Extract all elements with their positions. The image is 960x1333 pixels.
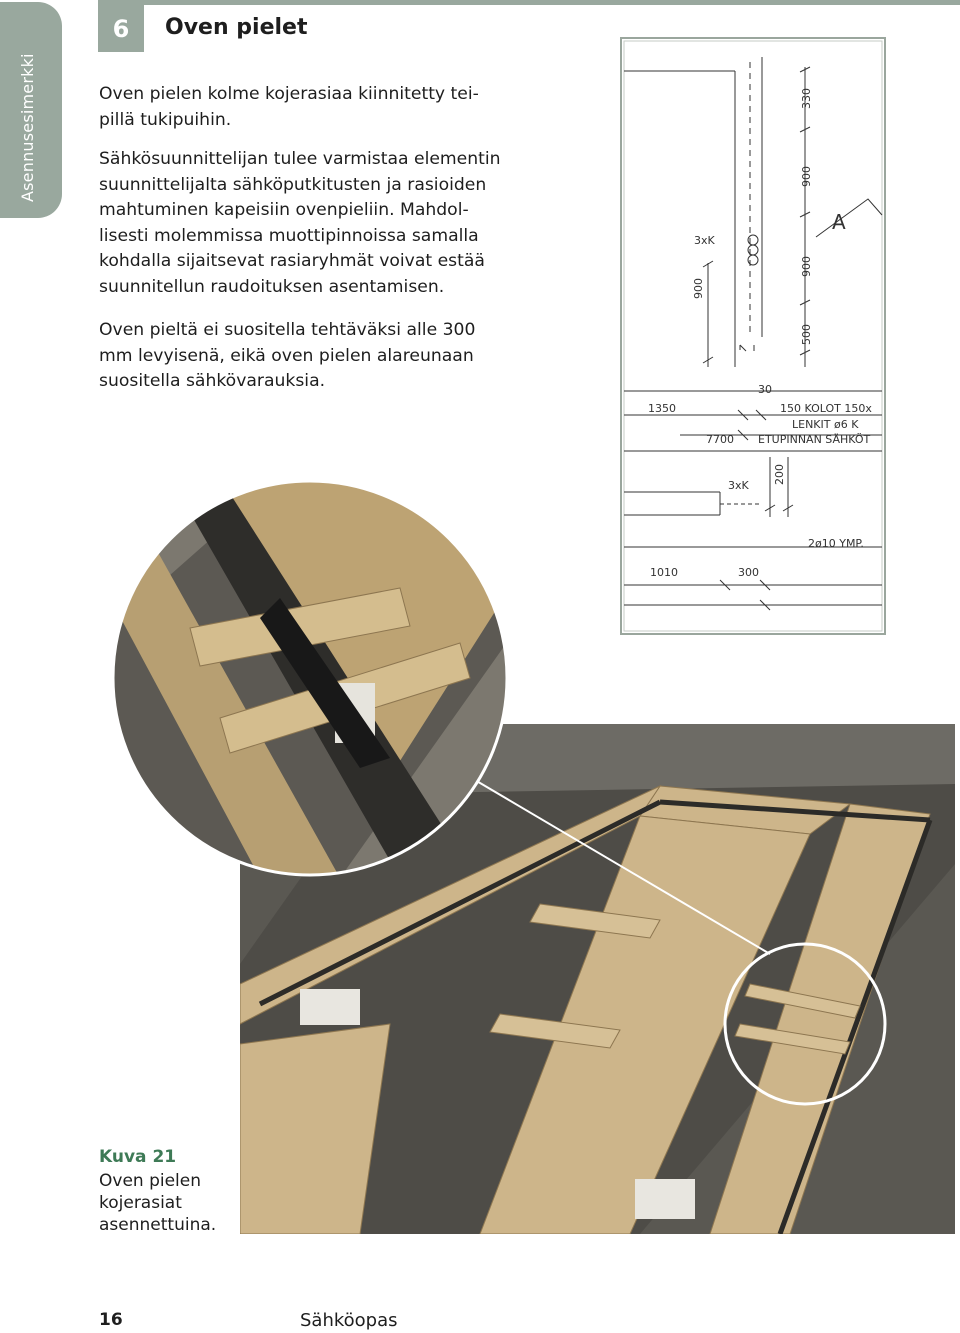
section-mark: A xyxy=(832,210,846,234)
publication-title: Sähköopas xyxy=(300,1310,398,1331)
side-section-tab xyxy=(0,2,62,218)
detail-photo xyxy=(110,478,510,878)
dim-300: 300 xyxy=(738,566,759,579)
chapter-number: 6 xyxy=(98,5,144,52)
count-3xk-upper: 3xK xyxy=(694,234,715,247)
figure-caption-text: Oven pielen kojerasiat asennettuina. xyxy=(99,1171,217,1235)
paragraph-3: Oven pieltä ei suositella tehtäväksi alle 300 mm levyisenä, eikä oven pielen alareunaan suositella sähkövarauksia. xyxy=(99,320,476,391)
count-3xk-lower: 3xK xyxy=(728,479,749,492)
paragraph-2: Sähkösuunnittelijan tulee varmistaa elementin suunnittelijalta sähköputkitusten ja rasioiden mahtuminen kapeisiin ovenpieliin. Mahdol- lisesti molemmissa muottipinnoissa samalla kohdalla sijaitsevat rasiaryhmät voivat estää suunnitellun raudoituksen asentamisen. xyxy=(99,149,501,297)
side-tab-label: Asennusesimerkki xyxy=(18,53,37,202)
technical-drawing xyxy=(620,37,886,635)
dim-200: 200 xyxy=(773,464,786,485)
dim-30: 30 xyxy=(758,383,772,396)
dim-7700: 7700 xyxy=(706,433,734,446)
header-rule xyxy=(98,0,960,5)
dim-1010: 1010 xyxy=(650,566,678,579)
dim-900-left: 900 xyxy=(692,278,705,299)
etupinnan-label: ETUPINNAN SÄHKÖT xyxy=(758,433,871,446)
dim-900-upper: 900 xyxy=(800,166,813,187)
kolot-label: 150 KOLOT 150x xyxy=(780,402,872,415)
chapter-title: Oven pielet xyxy=(165,15,308,40)
figure-caption-title: Kuva 21 xyxy=(99,1147,177,1167)
lenkit-label: LENKIT ø6 K xyxy=(792,418,859,431)
dim-1350: 1350 xyxy=(648,402,676,415)
dim-500: 500 xyxy=(800,324,813,345)
rebar-label: 2ø10 YMP. xyxy=(808,537,864,550)
dim-330: 330 xyxy=(800,88,813,109)
paragraph-1: Oven pielen kolme kojerasiaa kiinnitetty tei- pillä tukipuihin. xyxy=(99,84,479,130)
page-number: 16 xyxy=(99,1310,123,1330)
dim-900-lower: 900 xyxy=(800,256,813,277)
